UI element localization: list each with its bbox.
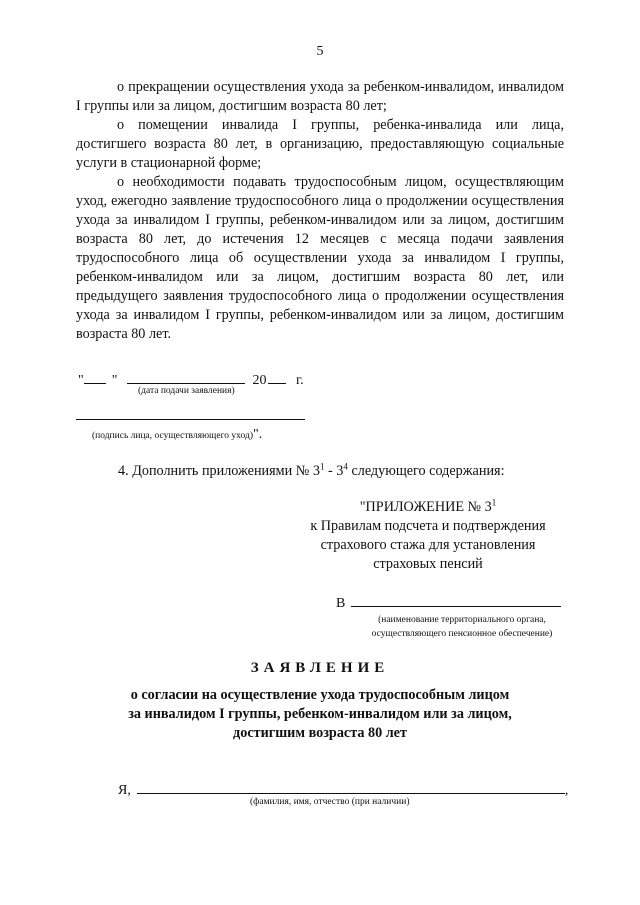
close-quote: " <box>111 373 118 388</box>
recipient-prefix: В <box>336 596 346 611</box>
open-quote: " <box>78 373 84 388</box>
subtitle-line-1: о согласии на осуществление ухода трудоспособным лицом <box>130 687 510 703</box>
annex-heading-text: "ПРИЛОЖЕНИЕ № 3 <box>359 499 492 515</box>
statement-title: ЗАЯВЛЕНИЕ <box>250 660 390 676</box>
section4-after: следующего содержания: <box>347 463 505 479</box>
annex-heading-sup: 1 <box>491 497 497 508</box>
month-blank <box>127 370 245 384</box>
year-prefix: 20 <box>252 373 267 388</box>
paragraph-placement: о помещении инвалида I группы, ребенка-инвалида или лица, достигшего возраста 80 лет, в организацию, предоставляющую социальные услуги в стационарной форме; <box>76 117 564 171</box>
section4-dash: - 3 <box>324 463 344 479</box>
subtitle-line-2: за инвалидом I группы, ребенком-инвалидом или за лицом, <box>128 706 512 722</box>
annex-heading <box>288 498 568 517</box>
applicant-caption: (фамилия, имя, отчество (при наличии) <box>250 797 410 807</box>
annex-line-2: страхового стажа для установления <box>320 537 536 553</box>
annex-header <box>288 498 568 574</box>
annex-line-3: страховых пенсий <box>373 556 483 572</box>
notice-paragraphs <box>76 78 564 344</box>
section4-sup1: 1 <box>319 461 325 472</box>
signature-caption: (подпись лица, осуществляющего уход) <box>92 431 253 441</box>
section4-sup2: 4 <box>343 461 348 472</box>
annex-line-1: к Правилам подсчета и подтверждения <box>310 518 546 534</box>
date-caption: (дата подачи заявления) <box>138 386 235 396</box>
year-suffix: г. <box>295 373 304 388</box>
recipient-caption <box>362 613 562 641</box>
signature-closing: ". <box>253 427 263 442</box>
recipient-caption-1: (наименование территориального органа, <box>378 615 546 625</box>
section-4-text <box>118 463 505 480</box>
recipient-blank <box>351 593 561 607</box>
day-blank <box>84 370 106 384</box>
applicant-prefix: Я, <box>118 783 131 798</box>
year-blank <box>268 370 286 384</box>
subtitle-line-3: достигшим возраста 80 лет <box>233 725 407 741</box>
recipient-field <box>336 593 561 612</box>
signature-line <box>76 419 305 420</box>
page-number: 5 <box>316 44 324 59</box>
paragraph-termination: о прекращении осуществления ухода за ребенком-инвалидом, инвалидом I группы или за лицом, достигшим возраста 80 лет; <box>76 79 564 114</box>
section4-before: 4. Дополнить приложениями № 3 <box>118 463 320 479</box>
applicant-blank <box>137 780 565 794</box>
applicant-suffix: , <box>564 783 569 798</box>
signature-caption-wrap <box>92 427 262 443</box>
recipient-caption-2: осуществляющего пенсионное обеспечение) <box>371 629 553 639</box>
statement-subtitle <box>100 686 540 743</box>
paragraph-annual-application: о необходимости подавать трудоспособным лицом, осуществляющим уход, ежегодно заявление трудоспособного лица о продолжении осуществления ухода за инвалидом I группы, ребенком-инвалидом или за лицом, достигшим возраста 80 лет, до истечения 12 месяцев с месяца подачи заявления трудоспособного лица об осуществлении ухода за инвалидом I группы, ребенком-инвалидом или за лицом, достигшим возраста 80 лет, или предыдущего заявления трудоспособного лица о продолжении осуществления ухода за инвалидом I группы, ребенком-инвалидом или за лицом, достигшим возраста 80 лет. <box>76 174 564 342</box>
